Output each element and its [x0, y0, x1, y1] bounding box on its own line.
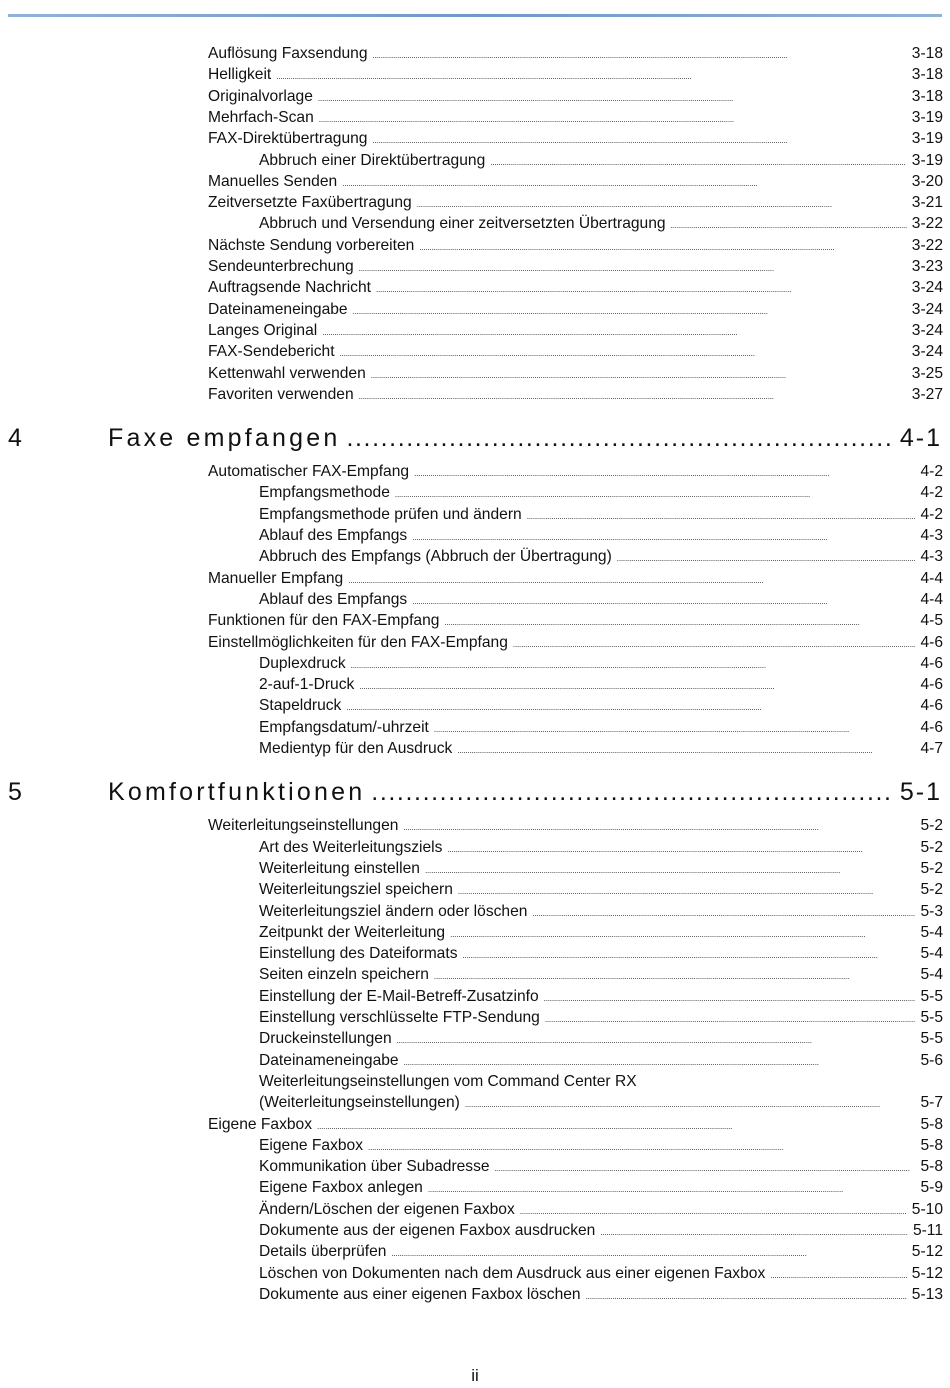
- dot-leader: [359, 384, 907, 407]
- toc-entry-label: Löschen von Dokumenten nach dem Ausdruck aus einer eigenen Faxbox: [259, 1264, 766, 1282]
- toc-entry-label: Eigene Faxbox: [259, 1136, 364, 1154]
- toc-entry-page: 5-5: [920, 987, 943, 1005]
- toc-entry-page: 3-24: [911, 300, 943, 318]
- toc-entry[interactable]: [208, 86, 943, 107]
- chapter-title: Komfortfunktionen: [108, 778, 366, 807]
- dot-leader: [414, 461, 915, 484]
- dot-leader: [532, 901, 915, 924]
- toc-entry[interactable]: [259, 1156, 943, 1177]
- toc-entry-page: 3-18: [911, 66, 943, 84]
- toc-entry-label: Stapeldruck: [259, 697, 342, 715]
- toc-entry-label: Druckeinstellungen: [259, 1030, 392, 1048]
- toc-entry-label: Empfangsmethode prüfen und ändern: [259, 505, 522, 523]
- toc-entry[interactable]: [208, 299, 943, 320]
- toc-entry-label: Abbruch und Versendung einer zeitversetzten Übertragung: [259, 215, 666, 233]
- toc-entry[interactable]: [259, 1241, 943, 1262]
- toc-entry-page: 4-6: [920, 718, 943, 736]
- toc-entry[interactable]: [208, 171, 943, 192]
- toc-entry-label: Empfangsdatum/-uhrzeit: [259, 718, 429, 736]
- toc-entry[interactable]: [208, 256, 943, 277]
- toc-entry-label: Kettenwahl verwenden: [208, 364, 366, 382]
- toc-entry[interactable]: [208, 632, 943, 653]
- toc-entry[interactable]: [259, 1220, 943, 1241]
- toc-entry-label: Zeitversetzte Faxübertragung: [208, 194, 412, 212]
- toc-entry[interactable]: [259, 1028, 943, 1049]
- dot-leader: [317, 1114, 915, 1137]
- toc-entry-page: 5-4: [920, 945, 943, 963]
- toc-entry-page: 3-24: [911, 279, 943, 297]
- toc-entry-page: 3-21: [911, 194, 943, 212]
- chapter-heading[interactable]: [8, 775, 942, 809]
- dot-leader: [319, 107, 907, 130]
- toc-entry-label: Auftragsende Nachricht: [208, 279, 371, 297]
- dot-leader: [495, 1156, 916, 1179]
- dot-leader: [527, 504, 916, 527]
- toc-entry-label: Abbruch einer Direktübertragung: [259, 151, 486, 169]
- chapter-heading[interactable]: [8, 421, 942, 455]
- toc-entry[interactable]: [259, 695, 943, 716]
- toc-entry-page: 5-11: [912, 1222, 943, 1239]
- toc-entry[interactable]: [259, 738, 943, 759]
- toc-entry-label: Dokumente aus der eigenen Faxbox ausdrucken: [259, 1222, 596, 1239]
- toc-entry[interactable]: [259, 858, 943, 879]
- toc-entry-label: Einstellung der E-Mail-Betreff-Zusatzinfo: [259, 987, 539, 1005]
- dot-leader: [545, 1007, 916, 1030]
- toc-entry-page: 4-6: [920, 633, 943, 651]
- toc-entry-label: Funktionen für den FAX-Empfang: [208, 612, 440, 630]
- dot-leader: [458, 879, 916, 902]
- toc-entry-label: Weiterleitung einstellen: [259, 859, 420, 877]
- toc-entry-page: 5-5: [920, 1030, 943, 1048]
- toc-entry-label: Eigene Faxbox anlegen: [259, 1179, 423, 1197]
- toc-entry[interactable]: [208, 384, 943, 405]
- toc-entry-page: 5-5: [920, 1009, 943, 1026]
- dot-leader: [348, 568, 915, 591]
- dot-leader: [428, 1177, 916, 1200]
- toc-entry-page: 5-10: [911, 1200, 943, 1218]
- dot-leader: [373, 43, 907, 66]
- dot-leader: [490, 150, 907, 173]
- toc-entry[interactable]: [259, 922, 943, 943]
- toc-entry-page: 5-8: [920, 1158, 943, 1176]
- toc-entry[interactable]: [208, 128, 943, 149]
- toc-entry-label: Dateinameneingabe: [259, 1051, 399, 1069]
- dot-leader: [403, 815, 915, 838]
- dot-leader: [617, 546, 916, 569]
- dot-leader: [397, 1028, 916, 1051]
- dot-leader: [342, 171, 907, 194]
- toc-entry-page: 4-2: [920, 463, 943, 481]
- toc-entry-page: 3-18: [911, 87, 943, 105]
- toc-entry-page: 5-2: [920, 859, 943, 877]
- dot-leader: [465, 1092, 916, 1115]
- toc-entry-label: Manueller Empfang: [208, 569, 344, 587]
- toc-entry-label: Ändern/Löschen der eigenen Faxbox: [259, 1200, 515, 1218]
- toc-entry-page: 4-2: [920, 484, 943, 502]
- dot-leader: [425, 858, 916, 881]
- toc-entry-label: Eigene Faxbox: [208, 1115, 313, 1133]
- dot-leader: [450, 922, 915, 945]
- toc-entry[interactable]: [208, 341, 943, 362]
- toc-entry-page: 3-24: [911, 321, 943, 339]
- chapter-title: Faxe empfangen: [108, 424, 341, 453]
- dot-leader: [359, 256, 907, 279]
- dot-leader: [371, 775, 894, 809]
- dot-leader: [346, 695, 915, 718]
- toc-entry-page: 4-3: [920, 548, 943, 566]
- toc-entry[interactable]: [259, 1263, 943, 1284]
- toc-entry[interactable]: [259, 717, 943, 738]
- dot-leader: [671, 213, 907, 236]
- toc-entry-label: Seiten einzeln speichern: [259, 966, 429, 984]
- toc-entry-page: 4-6: [920, 676, 943, 694]
- toc-entry-label: Originalvorlage: [208, 87, 313, 105]
- toc-entry-page: 5-8: [920, 1136, 943, 1154]
- toc-entry-label: Weiterleitungseinstellungen vom Command Center RX: [259, 1072, 637, 1090]
- toc-entry[interactable]: [208, 815, 943, 836]
- toc-entry-page: 3-18: [911, 45, 943, 62]
- toc-entry-page: 3-22: [911, 215, 943, 233]
- dot-leader: [371, 363, 907, 386]
- toc-entry-page: 3-19: [911, 130, 943, 148]
- toc-entry[interactable]: [259, 1007, 943, 1028]
- dot-leader: [444, 610, 915, 633]
- toc-entry-label: Einstellung verschlüsselte FTP-Sendung: [259, 1009, 540, 1026]
- toc-entry[interactable]: [259, 1199, 943, 1220]
- toc-entry-page: 5-6: [920, 1051, 943, 1069]
- toc-entry-label: Manuelles Senden: [208, 172, 338, 190]
- toc-entry[interactable]: [208, 610, 943, 631]
- toc-entry-label: Einstellmöglichkeiten für den FAX-Empfang: [208, 633, 508, 651]
- dot-leader: [404, 1050, 916, 1073]
- toc-entry-label: Sendeunterbrechung: [208, 258, 354, 275]
- toc-entry-label: Weiterleitungseinstellungen: [208, 817, 399, 835]
- toc-entry[interactable]: [259, 482, 943, 503]
- dot-leader: [412, 589, 915, 612]
- dot-leader: [376, 277, 907, 300]
- dot-leader: [346, 421, 893, 455]
- dot-leader: [600, 1220, 908, 1243]
- toc-entry[interactable]: [259, 546, 943, 567]
- dot-leader: [412, 525, 915, 548]
- toc-entry-page: 5-12: [911, 1243, 943, 1261]
- toc-entry-page: 5-2: [920, 817, 943, 835]
- toc-entry-label: Mehrfach-Scan: [208, 108, 314, 126]
- toc-entry[interactable]: [259, 879, 943, 900]
- toc-entry-page: 5-4: [920, 923, 943, 941]
- toc-entry-label: Dateinameneingabe: [208, 300, 348, 318]
- toc-entry-label: Details überprüfen: [259, 1243, 387, 1261]
- toc-entry[interactable]: [208, 320, 943, 341]
- dot-leader: [372, 128, 906, 151]
- toc-entry-label: Ablauf des Empfangs: [259, 590, 408, 608]
- toc-entry-label: FAX-Sendebericht: [208, 343, 335, 361]
- toc-entry-page: 5-4: [920, 966, 943, 984]
- toc-entry-label: Abbruch des Empfangs (Abbruch der Übertragung): [259, 548, 612, 566]
- toc-entry[interactable]: [208, 64, 943, 85]
- toc-entry-page: 5-13: [911, 1285, 943, 1303]
- toc-entry[interactable]: [259, 1050, 943, 1071]
- toc-entry-label: Automatischer FAX-Empfang: [208, 463, 410, 481]
- toc-entry[interactable]: [259, 504, 943, 525]
- toc-entry[interactable]: [259, 1135, 943, 1156]
- chapter-page: 4-1: [899, 424, 942, 453]
- toc-entry[interactable]: [259, 943, 943, 964]
- dot-leader: [395, 482, 916, 505]
- toc-entry[interactable]: [208, 568, 943, 589]
- toc-entry-label: (Weiterleitungseinstellungen): [259, 1094, 460, 1112]
- toc-entry-page: 5-12: [911, 1264, 943, 1282]
- toc-entry-label: Helligkeit: [208, 66, 272, 84]
- toc-entry[interactable]: [259, 1071, 943, 1092]
- toc-entry[interactable]: [259, 837, 943, 858]
- toc-entry-page: 3-27: [911, 385, 943, 403]
- toc-entry-page: 5-8: [920, 1115, 943, 1133]
- dot-leader: [434, 964, 916, 987]
- footer-page-number: ii: [471, 1366, 479, 1385]
- toc-entry-label: Dokumente aus einer eigenen Faxbox löschen: [259, 1285, 581, 1303]
- dot-leader: [322, 320, 907, 343]
- toc-entry[interactable]: [208, 363, 943, 384]
- toc-entry[interactable]: [259, 674, 943, 695]
- toc-entry-label: Ablauf des Empfangs: [259, 527, 408, 544]
- toc-entry-label: Einstellung des Dateiformats: [259, 945, 458, 963]
- toc-entry[interactable]: [208, 235, 943, 256]
- toc-entry-label: Weiterleitungsziel ändern oder löschen: [259, 902, 528, 920]
- toc-entry-page: 3-22: [911, 236, 943, 254]
- header-rule: [8, 14, 942, 17]
- toc-entry[interactable]: [208, 107, 943, 128]
- toc-entry-label: Favoriten verwenden: [208, 385, 354, 403]
- toc-entry-page: 3-19: [911, 108, 943, 126]
- toc-entry-label: Langes Original: [208, 321, 318, 339]
- toc-entry-page: 5-3: [920, 902, 943, 920]
- dot-leader: [419, 235, 906, 258]
- dot-leader: [276, 64, 907, 87]
- toc-entry[interactable]: [259, 213, 943, 234]
- toc-entry-label: Art des Weiterleitungsziels: [259, 838, 443, 856]
- dot-leader: [318, 86, 907, 109]
- toc-entry[interactable]: [259, 964, 943, 985]
- chapter-number: 4: [8, 424, 25, 453]
- toc-entry[interactable]: [259, 525, 943, 546]
- dot-leader: [463, 943, 916, 966]
- toc-entry[interactable]: [208, 1114, 943, 1135]
- dot-leader: [368, 1135, 915, 1158]
- dot-leader: [544, 986, 916, 1009]
- toc-entry-page: 3-20: [911, 172, 943, 190]
- dot-leader: [447, 837, 915, 860]
- toc-entry[interactable]: [259, 986, 943, 1007]
- dot-leader: [770, 1263, 907, 1286]
- toc-entry[interactable]: [259, 1284, 943, 1305]
- toc-entry[interactable]: [259, 1177, 943, 1198]
- toc-entry-page: 3-19: [911, 151, 943, 169]
- dot-leader: [351, 653, 916, 676]
- toc-entry-page: 4-4: [920, 590, 943, 608]
- dot-leader: [359, 674, 915, 697]
- toc-entry[interactable]: [208, 461, 943, 482]
- dot-leader: [520, 1199, 907, 1222]
- toc-entry[interactable]: [259, 589, 943, 610]
- toc-entry-label: Weiterleitungsziel speichern: [259, 881, 453, 899]
- toc-entry-label: FAX-Direktübertragung: [208, 130, 368, 148]
- toc-entry-page: 4-6: [920, 697, 943, 715]
- toc-entry[interactable]: [259, 150, 943, 171]
- dot-leader: [391, 1241, 906, 1264]
- toc-entry-page: 4-4: [920, 569, 943, 587]
- dot-leader: [513, 632, 916, 655]
- toc-entry-label: Auflösung Faxsendung: [208, 45, 368, 62]
- chapter-number: 5: [8, 778, 25, 807]
- toc-entry-page: 3-25: [911, 364, 943, 382]
- toc-entry-page: 4-6: [920, 654, 943, 672]
- toc-entry-label: Medientyp für den Ausdruck: [259, 740, 453, 757]
- toc-entry[interactable]: [259, 1092, 943, 1113]
- dot-leader: [586, 1284, 907, 1307]
- toc-entry-label: Empfangsmethode: [259, 484, 390, 502]
- dot-leader: [353, 299, 907, 322]
- toc-entry-label: Kommunikation über Subadresse: [259, 1158, 490, 1176]
- toc-entry-page: 5-2: [920, 881, 943, 899]
- dot-leader: [417, 192, 907, 215]
- dot-leader: [457, 738, 915, 761]
- toc-entry-page: 3-23: [911, 258, 943, 275]
- dot-leader: [434, 717, 916, 740]
- toc-entry-page: 4-2: [920, 505, 943, 523]
- toc-entry-page: 4-3: [920, 527, 943, 544]
- toc-entry[interactable]: [208, 277, 943, 298]
- dot-leader: [340, 341, 907, 364]
- toc-entry-page: 5-9: [920, 1179, 943, 1197]
- toc-entry-page: 5-2: [920, 838, 943, 856]
- chapter-page: 5-1: [899, 778, 942, 807]
- toc-entry-page: 5-7: [920, 1094, 943, 1112]
- toc-entry[interactable]: [259, 653, 943, 674]
- toc-entry[interactable]: [208, 192, 943, 213]
- toc-entry-label: Zeitpunkt der Weiterleitung: [259, 923, 446, 941]
- toc-entry-label: Duplexdruck: [259, 654, 346, 672]
- toc-entry[interactable]: [208, 43, 943, 64]
- toc-entry-page: 3-24: [911, 343, 943, 361]
- toc-entry-label: 2-auf-1-Druck: [259, 676, 355, 694]
- toc-entry-page: 4-5: [920, 612, 943, 630]
- toc-entry-label: Nächste Sendung vorbereiten: [208, 236, 415, 254]
- toc-entry[interactable]: [259, 901, 943, 922]
- toc-entry-page: 4-7: [920, 740, 943, 757]
